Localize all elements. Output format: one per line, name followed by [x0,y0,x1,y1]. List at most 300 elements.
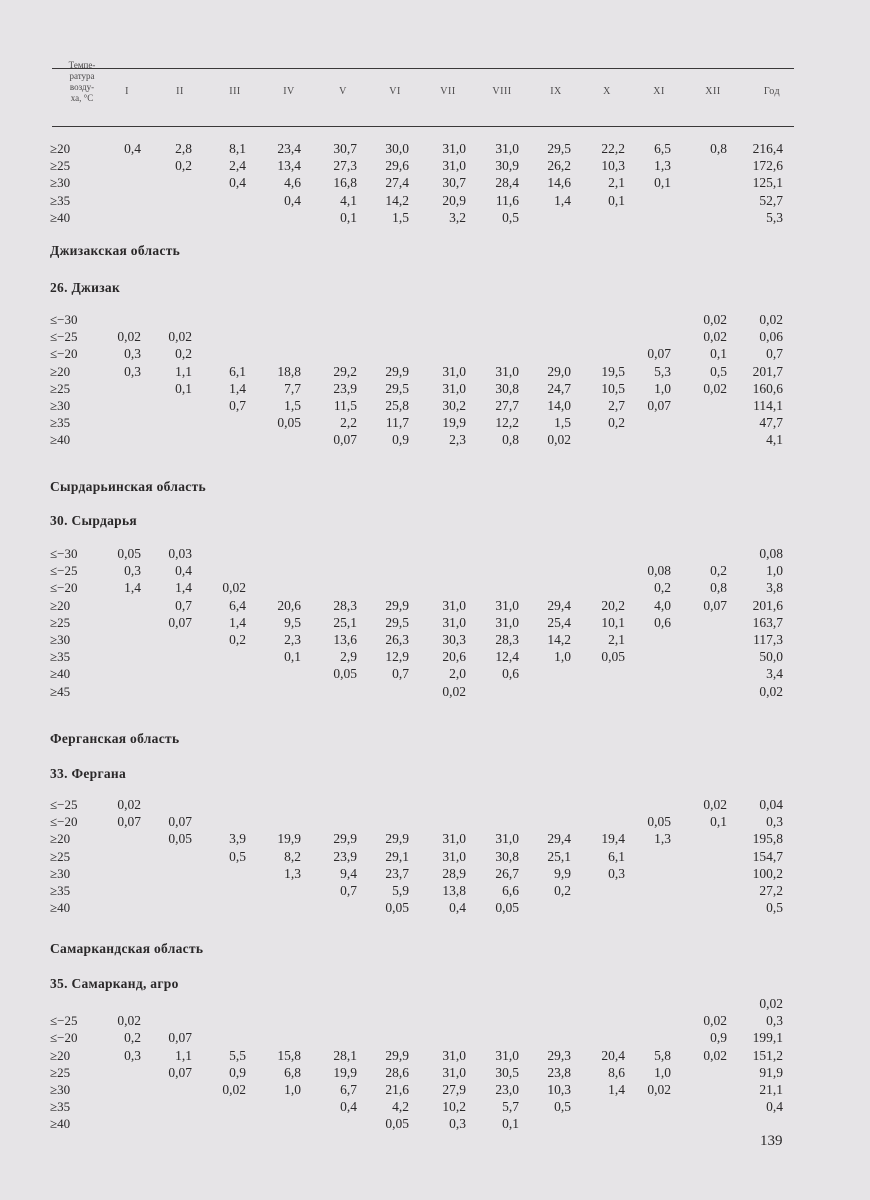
table-cell: 5,3 [766,209,783,225]
table-cell: 0,9 [392,432,409,448]
table-cell: 1,4 [608,1082,625,1097]
row-threshold-label: ≤−20 [50,346,78,362]
table-cell: 0,8 [502,432,519,448]
table-cell: 14,6 [547,175,571,191]
table-cell: 2,4 [229,158,246,174]
table-row [0,1029,870,1046]
table-cell: 31,0 [495,614,519,630]
table-row [0,848,870,865]
section-title: Самаркандская область [50,941,204,956]
table-cell: 100,2 [752,865,783,881]
table-cell: 12,2 [495,415,519,431]
row-threshold-label: ≥30 [50,865,71,881]
table-cell: 0,02 [759,683,783,699]
table-cell: 0,7 [766,346,783,362]
row-threshold-label: ≥20 [50,831,71,847]
table-cell: 30,3 [442,632,466,647]
row-threshold-label: ≥40 [50,432,71,448]
row-threshold-label: ≥25 [50,1064,71,1080]
row-threshold-label: ≥35 [50,192,71,208]
table-cell: 0,02 [703,797,727,812]
table-cell: 1,0 [554,649,571,665]
table-cell: 0,02 [703,1013,727,1029]
table-cell: 125,1 [752,175,783,191]
table-cell: 10,2 [442,1099,466,1115]
table-cell: 1,0 [654,1064,671,1080]
row-threshold-label: ≥25 [50,848,71,864]
table-cell: 20,2 [601,597,625,613]
table-cell: 0,02 [703,380,727,396]
station-title: 26. Джизак [50,280,121,295]
table-cell: 9,5 [284,614,301,630]
table-cell: 1,1 [175,1047,192,1063]
table-cell: 11,7 [385,415,409,431]
table-cell: 0,4 [175,563,192,579]
table-cell: 0,9 [229,1064,246,1080]
table-cell: 0,3 [766,814,783,830]
table-cell: 4,0 [654,597,671,613]
table-cell: 16,8 [333,175,357,191]
table-cell: 29,4 [547,831,571,847]
table-cell: 0,05 [277,415,301,431]
table-cell: 5,3 [654,363,671,379]
table-cell: 26,2 [547,158,571,174]
table-cell: 1,5 [284,398,301,413]
table-cell: 1,0 [654,380,671,396]
table-cell: 31,0 [495,1047,519,1063]
table-cell: 0,9 [710,1030,727,1046]
table-header [0,60,870,126]
page-number: 139 [760,1133,783,1149]
table-cell: 1,4 [229,380,246,396]
row-threshold-label: ≥20 [50,363,71,379]
table-cell: 29,9 [385,363,409,379]
table-cell: 19,5 [601,363,625,379]
row-threshold-label: ≥35 [50,649,71,665]
row-threshold-label: ≤−25 [50,329,78,345]
table-cell: 117,3 [753,632,783,647]
table-cell: 0,02 [759,996,783,1011]
station-title: 33. Фергана [50,766,127,781]
table-cell: 114,1 [753,398,783,413]
table-row [0,1047,870,1064]
table-row [0,414,870,431]
table-row [0,813,870,830]
table-cell: 160,6 [752,380,783,396]
table-cell: 0,3 [124,1047,141,1063]
table-cell: 0,1 [502,1116,519,1132]
table-cell: 2,3 [284,632,301,647]
table-cell: 10,3 [601,158,625,174]
table-row [0,995,870,1012]
table-cell: 0,05 [647,814,671,830]
table-cell: 4,2 [392,1099,409,1115]
table-cell: 18,8 [277,363,301,379]
table-cell: 0,7 [229,398,246,413]
table-row [0,1115,870,1132]
table-cell: 0,05 [495,900,519,916]
table-row [0,562,870,579]
table-cell: 2,3 [449,432,466,448]
table-cell: 29,4 [547,597,571,613]
section-title: Джизакская область [50,243,181,258]
table-cell: 29,9 [385,1047,409,1063]
table-row [0,545,870,562]
table-cell: 30,9 [495,158,519,174]
table-cell: 0,02 [759,312,783,327]
table-cell: 20,6 [277,597,301,613]
table-cell: 29,2 [333,363,357,379]
table-cell: 14,2 [547,632,571,647]
table-cell: 5,9 [392,883,409,898]
header-col-6: VII [440,86,456,97]
table-cell: 0,02 [703,1047,727,1063]
table-cell: 0,07 [647,398,671,413]
table-row [0,665,870,682]
table-cell: 0,2 [554,883,571,898]
table-row [0,1012,870,1029]
table-cell: 0,2 [175,346,192,362]
table-cell: 0,1 [710,814,727,830]
table-cell: 6,7 [340,1082,357,1097]
table-cell: 0,08 [647,563,671,579]
table-cell: 13,4 [277,158,301,174]
table-header-rule [52,126,794,127]
table-cell: 0,04 [759,797,783,812]
table-cell: 0,3 [449,1116,466,1132]
table-cell: 3,4 [766,666,783,682]
table-cell: 20,9 [442,192,466,208]
row-threshold-label: ≥25 [50,614,71,630]
table-cell: 0,1 [284,649,301,665]
table-cell: 0,3 [124,363,141,379]
header-col-0: I [125,86,129,97]
table-row [0,1064,870,1081]
header-col-12: Год [763,86,781,97]
table-cell: 23,7 [385,865,409,881]
table-cell: 31,0 [442,831,466,847]
table-cell: 0,02 [168,329,192,345]
table-cell: 23,0 [495,1082,519,1097]
table-cell: 0,07 [647,346,671,362]
table-cell: 0,2 [608,415,625,431]
table-cell: 28,1 [333,1047,357,1063]
table-row [0,865,870,882]
header-col-5: VI [389,86,401,97]
table-cell: 0,07 [333,432,357,448]
table-cell: 0,8 [710,141,727,156]
table-cell: 0,4 [284,192,301,208]
table-cell: 0,1 [608,192,625,208]
table-cell: 29,6 [385,158,409,174]
table-cell: 11,6 [495,192,519,208]
table-cell: 0,4 [340,1099,357,1115]
row-threshold-label: ≥20 [50,597,71,613]
table-cell: 23,9 [333,380,357,396]
row-threshold-label: ≤−20 [50,1030,78,1046]
table-cell: 10,5 [601,380,625,396]
section-title: Ферганская область [50,731,180,746]
table-cell: 6,6 [502,883,519,898]
row-threshold-label: ≤−30 [50,312,78,327]
table-cell: 31,0 [442,848,466,864]
table-row [0,899,870,916]
table-cell: 21,1 [759,1082,783,1097]
table-cell: 1,0 [766,563,783,579]
table-cell: 0,02 [703,329,727,345]
table-cell: 31,0 [442,363,466,379]
table-row [0,397,870,414]
table-cell: 216,4 [752,141,783,156]
table-cell: 151,2 [752,1047,783,1063]
table-cell: 29,9 [385,831,409,847]
table-row [0,597,870,614]
table-cell: 0,05 [168,831,192,847]
table-cell: 0,07 [168,1064,192,1080]
table-cell: 0,1 [654,175,671,191]
table-cell: 31,0 [442,597,466,613]
section-title: Сырдарьинская область [50,479,206,494]
table-cell: 201,7 [752,363,783,379]
table-cell: 91,9 [759,1064,783,1080]
table-cell: 20,4 [601,1047,625,1063]
table-row [0,174,870,191]
table-cell: 26,3 [385,632,409,647]
table-cell: 29,0 [547,363,571,379]
table-cell: 29,9 [385,597,409,613]
table-cell: 0,5 [554,1099,571,1115]
table-row [0,648,870,665]
table-cell: 10,1 [601,614,625,630]
table-cell: 31,0 [442,141,466,156]
table-row [0,579,870,596]
row-threshold-label: ≤−30 [50,546,78,561]
table-cell: 1,4 [175,580,192,596]
table-cell: 25,1 [547,848,571,864]
table-cell: 4,6 [284,175,301,191]
table-cell: 0,07 [117,814,141,830]
table-cell: 31,0 [495,363,519,379]
table-cell: 50,0 [759,649,783,665]
table-cell: 3,2 [449,209,466,225]
row-threshold-label: ≥40 [50,900,71,916]
table-row [0,328,870,345]
table-cell: 27,2 [759,883,783,898]
table-cell: 0,5 [766,900,783,916]
table-cell: 1,1 [175,363,192,379]
table-cell: 0,3 [124,563,141,579]
row-threshold-label: ≥25 [50,380,71,396]
table-cell: 0,02 [117,1013,141,1029]
table-cell: 7,7 [284,380,301,396]
header-temperature-label: Темпе- ратура возду- ха, °С [68,60,96,103]
table-cell: 1,4 [124,580,141,596]
table-cell: 8,2 [284,848,301,864]
table-cell: 13,8 [442,883,466,898]
table-cell: 5,7 [502,1099,519,1115]
row-threshold-label: ≥20 [50,141,71,156]
table-cell: 22,2 [601,141,625,156]
table-cell: 13,6 [333,632,357,647]
table-row [0,380,870,397]
row-threshold-label: ≥30 [50,1082,71,1097]
table-cell: 2,9 [340,649,357,665]
table-cell: 14,2 [385,192,409,208]
table-row [0,882,870,899]
table-cell: 19,4 [601,831,625,847]
table-row [0,830,870,847]
table-cell: 0,07 [168,614,192,630]
table-cell: 29,1 [385,848,409,864]
table-cell: 0,2 [229,632,246,647]
table-cell: 195,8 [752,831,783,847]
table-cell: 0,6 [654,614,671,630]
table-cell: 14,0 [547,398,571,413]
row-threshold-label: ≥30 [50,398,71,413]
table-cell: 2,7 [608,398,625,413]
row-threshold-label: ≥35 [50,415,71,431]
table-cell: 2,1 [608,175,625,191]
table-cell: 0,05 [117,546,141,561]
row-threshold-label: ≥30 [50,632,71,647]
table-cell: 3,8 [766,580,783,596]
table-cell: 28,9 [442,865,466,881]
table-cell: 30,2 [442,398,466,413]
header-col-3: IV [283,86,295,97]
table-cell: 0,2 [654,580,671,596]
table-cell: 31,0 [495,831,519,847]
table-cell: 0,4 [766,1099,783,1115]
table-cell: 25,1 [333,614,357,630]
table-cell: 0,7 [340,883,357,898]
table-cell: 163,7 [752,614,783,630]
table-cell: 0,3 [124,346,141,362]
table-cell: 0,06 [759,329,783,345]
table-cell: 31,0 [442,614,466,630]
table-row [0,157,870,174]
header-col-10: XI [653,86,665,97]
table-cell: 30,8 [495,848,519,864]
table-row [0,796,870,813]
table-cell: 0,02 [222,1082,246,1097]
table-cell: 0,4 [124,141,141,156]
table-cell: 12,9 [385,649,409,665]
table-cell: 31,0 [442,1047,466,1063]
table-cell: 31,0 [442,158,466,174]
table-cell: 31,0 [495,141,519,156]
row-threshold-label: ≥20 [50,1047,71,1063]
table-cell: 27,9 [442,1082,466,1097]
header-col-2: III [229,86,241,97]
table-cell: 0,4 [229,175,246,191]
table-cell: 1,3 [654,158,671,174]
table-cell: 9,9 [554,865,571,881]
table-cell: 6,1 [229,363,246,379]
table-cell: 5,5 [229,1047,246,1063]
row-threshold-label: ≥30 [50,175,71,191]
table-row [0,345,870,362]
table-cell: 24,7 [547,380,571,396]
table-cell: 0,6 [502,666,519,682]
table-cell: 0,02 [647,1082,671,1097]
table-cell: 0,3 [766,1013,783,1029]
table-cell: 19,9 [442,415,466,431]
table-cell: 0,8 [710,580,727,596]
table-cell: 4,1 [340,192,357,208]
table-cell: 0,2 [124,1030,141,1046]
table-row [0,1081,870,1098]
table-cell: 23,8 [547,1064,571,1080]
row-threshold-label: ≥35 [50,883,71,898]
table-cell: 23,4 [277,141,301,156]
table-cell: 0,05 [333,666,357,682]
table-cell: 2,2 [340,415,357,431]
table-cell: 0,03 [168,546,192,561]
table-cell: 31,0 [442,380,466,396]
table-cell: 12,4 [495,649,519,665]
station-title: 35. Самарканд, агро [50,976,179,991]
table-cell: 0,02 [117,797,141,812]
table-cell: 27,3 [333,158,357,174]
table-cell: 28,6 [385,1064,409,1080]
table-cell: 0,05 [385,1116,409,1132]
header-col-8: IX [550,86,562,97]
table-cell: 5,8 [654,1047,671,1063]
table-cell: 0,02 [222,580,246,596]
header-col-9: X [603,86,611,97]
table-cell: 0,07 [168,814,192,830]
table-cell: 0,2 [175,158,192,174]
table-row [0,431,870,448]
table-cell: 0,4 [449,900,466,916]
row-threshold-label: ≤−25 [50,1013,78,1029]
table-cell: 28,3 [495,632,519,647]
table-cell: 52,7 [759,192,783,208]
table-cell: 172,6 [752,158,783,174]
table-row [0,1098,870,1115]
table-cell: 30,0 [385,141,409,156]
table-cell: 0,2 [710,563,727,579]
row-threshold-label: ≥40 [50,1116,71,1132]
table-cell: 29,5 [385,614,409,630]
row-threshold-label: ≥25 [50,158,71,174]
table-cell: 0,1 [340,209,357,225]
row-threshold-label: ≤−20 [50,580,78,596]
table-cell: 0,5 [502,209,519,225]
table-cell: 6,5 [654,141,671,156]
table-cell: 28,4 [495,175,519,191]
table-cell: 6,1 [608,848,625,864]
table-cell: 30,7 [442,175,466,191]
table-cell: 0,5 [710,363,727,379]
row-threshold-label: ≥45 [50,683,71,699]
table-cell: 29,5 [547,141,571,156]
row-threshold-label: ≤−25 [50,563,78,579]
table-cell: 20,6 [442,649,466,665]
row-threshold-label: ≥40 [50,666,71,682]
table-cell: 1,0 [284,1082,301,1097]
table-row [0,614,870,631]
header-col-1: II [176,86,184,97]
table-cell: 1,5 [554,415,571,431]
station-title: 30. Сырдарья [50,513,137,528]
table-cell: 9,4 [340,865,357,881]
table-cell: 27,7 [495,398,519,413]
table-cell: 29,9 [333,831,357,847]
row-threshold-label: ≥40 [50,209,71,225]
table-cell: 2,8 [175,141,192,156]
row-threshold-label: ≤−20 [50,814,78,830]
